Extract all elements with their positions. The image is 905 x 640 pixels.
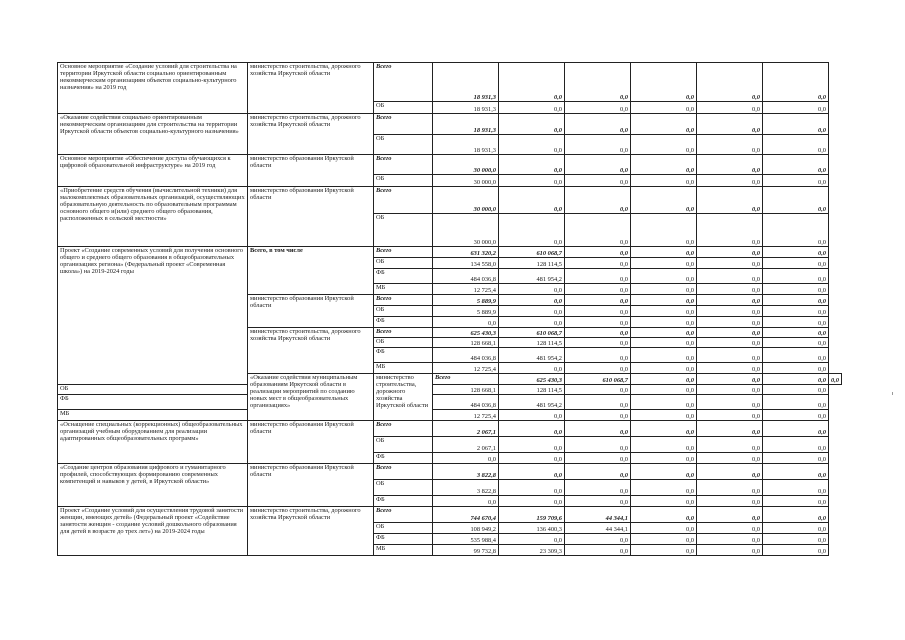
amount-cell: 625 430,3 [433,328,499,338]
funding-source-cell: ФБ [374,453,433,464]
amount-cell: 0,0 [763,464,829,480]
amount-cell: 0,0 [631,306,697,317]
amount-cell: 18 931,3 [433,63,499,102]
amount-cell: 0,0 [763,453,829,464]
amount-cell: 18 931,3 [433,102,499,114]
amount-cell: 0,0 [697,453,763,464]
amount-cell: 2 067,1 [433,437,499,453]
amount-cell: 0,0 [763,496,829,507]
executor-cell: министерство образования Иркутской области [248,421,374,464]
amount-cell: 128 114,5 [499,338,565,348]
amount-cell: 0,0 [697,187,763,214]
amount-cell: 481 954,2 [499,395,565,410]
amount-cell: 0,0 [631,135,697,155]
executor-cell: министерство строительства, дорожного хозяйства Иркутской области [374,374,433,421]
amount-cell: 0,0 [697,507,763,523]
amount-cell: 0,0 [697,385,763,395]
amount-cell: 0,0 [763,102,829,114]
amount-cell: 0,0 [565,187,631,214]
amount-cell: 128 114,5 [499,385,565,395]
amount-cell: 0,0 [565,114,631,135]
amount-cell: 0,0 [433,496,499,507]
amount-cell: 631 320,2 [433,247,499,258]
amount-cell: 0,0 [763,545,829,556]
amount-cell: 0,0 [565,385,631,395]
budget-table-sheet [57,62,842,556]
table-row [58,464,842,480]
amount-cell: 0,0 [763,328,829,338]
funding-source-cell: Всего [374,295,433,306]
amount-cell: 0,0 [499,187,565,214]
amount-cell: 0,0 [697,317,763,328]
amount-cell: 0,0 [499,135,565,155]
amount-cell: 484 036,8 [433,348,499,363]
table-row [58,410,842,421]
amount-cell: 0,0 [763,374,829,385]
funding-source-cell: МБ [374,363,433,374]
amount-cell: 23 309,3 [499,545,565,556]
scan-artifact [892,392,893,395]
amount-cell: 44 344,1 [565,523,631,534]
amount-cell: 610 068,7 [499,247,565,258]
executor-cell: министерство образования Иркутской области [248,187,374,247]
activity-name-cell: «Создание центров образования цифрового и гуманитарного профилей, способствующих формированию современных компетенций и навыков у детей, в Иркутской области» [58,464,248,507]
amount-cell: 0,0 [499,410,565,421]
amount-cell: 0,0 [631,175,697,187]
amount-cell: 0,0 [565,295,631,306]
amount-cell: 0,0 [631,363,697,374]
activity-name-cell: «Оказание содействия муниципальным образованиям Иркутской области в реализации мероприятий по созданию новых мест в общеобразовательных организациях» [248,374,374,421]
amount-cell: 0,0 [697,363,763,374]
funding-source-cell: Всего [374,421,433,437]
amount-cell: 0,0 [565,135,631,155]
amount-cell: 0,0 [499,464,565,480]
amount-cell: 0,0 [697,214,763,247]
amount-cell: 0,0 [763,348,829,363]
amount-cell: 0,0 [565,348,631,363]
amount-cell: 0,0 [631,317,697,328]
amount-cell: 0,0 [763,507,829,523]
executor-cell: министерство образования Иркутской области [248,155,374,187]
amount-cell: 0,0 [631,496,697,507]
funding-source-cell: Всего [433,374,499,385]
amount-cell: 0,0 [565,395,631,410]
amount-cell: 0,0 [631,545,697,556]
amount-cell: 0,0 [631,114,697,135]
activity-name-cell: «Оказание содействия социально ориентированным некоммерческим организациям для строительства на территории Иркутской области объектов социально-культурного назначения» [58,114,248,155]
amount-cell: 0,0 [631,102,697,114]
amount-cell: 0,0 [763,306,829,317]
amount-cell: 0,0 [631,155,697,175]
funding-source-cell: ОБ [374,102,433,114]
amount-cell: 0,0 [763,214,829,247]
funding-source-cell: МБ [58,410,248,421]
amount-cell: 30 000,0 [433,187,499,214]
funding-source-cell: ОБ [374,480,433,496]
amount-cell: 0,0 [565,338,631,348]
amount-cell: 0,0 [565,437,631,453]
amount-cell: 484 036,8 [433,269,499,284]
amount-cell: 0,0 [499,317,565,328]
amount-cell: 0,0 [697,338,763,348]
table-row [58,385,842,395]
amount-cell: 30 000,0 [433,155,499,175]
amount-cell: 12 725,4 [433,284,499,295]
amount-cell: 0,0 [631,453,697,464]
amount-cell: 0,0 [499,175,565,187]
amount-cell: 0,0 [565,317,631,328]
executor-cell: Всего, в том числе [248,247,374,295]
amount-cell: 99 732,8 [433,545,499,556]
amount-cell: 5 889,9 [433,295,499,306]
amount-cell: 128 668,1 [433,338,499,348]
amount-cell: 744 670,4 [433,507,499,523]
amount-cell: 0,0 [499,363,565,374]
amount-cell: 0,0 [631,395,697,410]
executor-cell: министерство строительства, дорожного хозяйства Иркутской области [248,63,374,114]
funding-source-cell: Всего [374,187,433,214]
funding-source-cell: ОБ [374,214,433,247]
executor-cell: министерство образования Иркутской области [248,295,374,328]
amount-cell: 0,0 [763,155,829,175]
amount-cell: 0,0 [631,338,697,348]
funding-source-cell: ОБ [374,523,433,534]
funding-source-cell: ОБ [58,385,248,395]
amount-cell: 0,0 [433,317,499,328]
funding-source-cell: ОБ [374,306,433,317]
table-row [58,187,842,214]
amount-cell: 0,0 [829,374,842,385]
amount-cell: 0,0 [565,269,631,284]
amount-cell: 0,0 [499,534,565,545]
activity-name-cell: Проект «Создание условий для осуществления трудовой занятости женщин, имеющих детей» (Федеральный проект «Содействие занятости женщин - создание условий дошкольного образования для детей в возрасте до трех лет») на 2019-2024 годы [58,507,248,556]
amount-cell: 30 000,0 [433,214,499,247]
funding-source-cell: ФБ [374,496,433,507]
amount-cell: 3 822,8 [433,480,499,496]
amount-cell: 0,0 [697,306,763,317]
amount-cell: 0,0 [631,534,697,545]
funding-source-cell: ОБ [374,135,433,155]
amount-cell: 0,0 [697,284,763,295]
amount-cell: 0,0 [763,410,829,421]
amount-cell: 0,0 [565,306,631,317]
amount-cell: 610 068,7 [565,374,631,385]
amount-cell: 0,0 [433,453,499,464]
amount-cell: 0,0 [763,338,829,348]
amount-cell: 30 000,0 [433,175,499,187]
amount-cell: 0,0 [697,63,763,102]
amount-cell: 0,0 [499,102,565,114]
amount-cell: 0,0 [565,363,631,374]
amount-cell: 0,0 [565,545,631,556]
amount-cell: 0,0 [499,155,565,175]
amount-cell: 0,0 [565,102,631,114]
amount-cell: 2 067,1 [433,421,499,437]
funding-source-cell: ОБ [374,338,433,348]
amount-cell: 0,0 [763,317,829,328]
amount-cell: 0,0 [763,480,829,496]
amount-cell: 535 988,4 [433,534,499,545]
amount-cell: 0,0 [565,247,631,258]
amount-cell: 0,0 [499,421,565,437]
amount-cell: 0,0 [631,464,697,480]
amount-cell: 12 725,4 [433,410,499,421]
amount-cell: 484 036,8 [433,395,499,410]
activity-name-cell: Проект «Создание современных условий для получения основного общего и среднего общего образования в общеобразовательных организациях региона» (Федеральный проект «Современная школа») на 2019-2024 годы [58,247,248,385]
amount-cell: 0,0 [763,284,829,295]
amount-cell: 0,0 [697,545,763,556]
amount-cell: 0,0 [763,63,829,102]
amount-cell: 0,0 [631,385,697,395]
amount-cell: 481 954,2 [499,269,565,284]
table-row [58,395,842,410]
amount-cell: 0,0 [565,534,631,545]
amount-cell: 0,0 [631,187,697,214]
amount-cell: 0,0 [631,269,697,284]
amount-cell: 12 725,4 [433,363,499,374]
amount-cell: 0,0 [763,114,829,135]
amount-cell: 0,0 [763,175,829,187]
amount-cell: 0,0 [631,63,697,102]
amount-cell: 0,0 [697,135,763,155]
activity-name-cell: Основное мероприятие «Создание условий для строительства на территории Иркутской области социально ориентированным некоммерческим организациям объектов социально-культурного назначения» на 2019 год [58,63,248,114]
amount-cell: 0,0 [697,534,763,545]
amount-cell: 3 822,8 [433,464,499,480]
amount-cell: 0,0 [697,496,763,507]
funding-source-cell: МБ [374,284,433,295]
amount-cell: 0,0 [697,480,763,496]
amount-cell: 0,0 [499,295,565,306]
amount-cell: 0,0 [697,258,763,269]
funding-source-cell: Всего [374,464,433,480]
amount-cell: 0,0 [697,437,763,453]
amount-cell: 610 068,7 [499,328,565,338]
amount-cell: 0,0 [565,410,631,421]
amount-cell: 0,0 [565,284,631,295]
amount-cell: 0,0 [631,258,697,269]
amount-cell: 0,0 [631,328,697,338]
amount-cell: 0,0 [697,155,763,175]
amount-cell: 0,0 [763,421,829,437]
amount-cell: 0,0 [631,374,697,385]
executor-cell: министерство строительства, дорожного хозяйства Иркутской области [248,114,374,155]
amount-cell: 0,0 [697,114,763,135]
amount-cell: 0,0 [763,523,829,534]
amount-cell: 44 344,1 [565,507,631,523]
amount-cell: 0,0 [697,421,763,437]
funding-source-cell: ОБ [374,437,433,453]
amount-cell: 0,0 [763,187,829,214]
funding-source-cell: ФБ [374,269,433,284]
amount-cell: 0,0 [631,410,697,421]
amount-cell: 0,0 [565,155,631,175]
amount-cell: 0,0 [499,453,565,464]
amount-cell: 0,0 [697,102,763,114]
amount-cell: 0,0 [631,348,697,363]
activity-name-cell: «Приобретение средств обучения (вычислительной техники) для малокомплектных образовательных организаций, осуществляющих образовательную деятельность по образовательным программам основного общего и(или) среднего общего образования, расположенных в сельской местности» [58,187,248,247]
amount-cell: 0,0 [697,348,763,363]
amount-cell: 0,0 [565,496,631,507]
amount-cell: 0,0 [631,214,697,247]
funding-source-cell: ФБ [374,317,433,328]
amount-cell: 128 114,5 [499,258,565,269]
funding-source-cell: МБ [374,545,433,556]
amount-cell: 159 709,6 [499,507,565,523]
executor-cell: министерство образования Иркутской области [248,464,374,507]
amount-cell: 108 949,2 [433,523,499,534]
amount-cell: 128 668,1 [433,385,499,395]
amount-cell: 481 954,2 [499,348,565,363]
amount-cell: 625 430,3 [499,374,565,385]
amount-cell: 134 558,0 [433,258,499,269]
amount-cell: 0,0 [631,507,697,523]
amount-cell: 0,0 [499,284,565,295]
amount-cell: 18 931,3 [433,114,499,135]
amount-cell: 5 889,9 [433,306,499,317]
amount-cell: 0,0 [697,464,763,480]
amount-cell: 0,0 [565,258,631,269]
amount-cell: 0,0 [697,328,763,338]
amount-cell: 0,0 [763,135,829,155]
amount-cell: 0,0 [763,295,829,306]
funding-source-cell: ФБ [374,348,433,363]
funding-source-cell: ФБ [58,395,248,410]
amount-cell: 18 931,3 [433,135,499,155]
amount-cell: 0,0 [763,437,829,453]
funding-source-cell: Всего [374,507,433,523]
amount-cell: 0,0 [697,175,763,187]
executor-cell: министерство строительства, дорожного хозяйства Иркутской области [248,328,374,374]
activity-name-cell: Основное мероприятие «Обеспечение доступа обучающихся к цифровой образовательной инфраструктуре» на 2019 год [58,155,248,187]
amount-cell: 0,0 [499,214,565,247]
amount-cell: 0,0 [499,496,565,507]
amount-cell: 0,0 [763,363,829,374]
executor-cell: министерство строительства, дорожного хозяйства Иркутской области [248,507,374,556]
amount-cell: 0,0 [631,480,697,496]
table-row [58,507,842,523]
amount-cell: 0,0 [763,385,829,395]
funding-source-cell: ФБ [374,534,433,545]
funding-source-cell: Всего [374,155,433,175]
table-row [58,114,842,135]
table-row [58,155,842,175]
amount-cell: 0,0 [697,295,763,306]
amount-cell: 0,0 [565,480,631,496]
funding-source-cell: ОБ [374,175,433,187]
amount-cell: 0,0 [763,269,829,284]
funding-source-cell: Всего [374,63,433,102]
amount-cell: 0,0 [631,295,697,306]
amount-cell: 0,0 [697,395,763,410]
amount-cell: 0,0 [499,480,565,496]
amount-cell: 0,0 [565,214,631,247]
amount-cell: 0,0 [631,523,697,534]
amount-cell: 0,0 [697,410,763,421]
amount-cell: 0,0 [631,247,697,258]
amount-cell: 0,0 [565,464,631,480]
table-row [58,247,842,258]
amount-cell: 0,0 [499,114,565,135]
amount-cell: 0,0 [631,437,697,453]
amount-cell: 0,0 [763,258,829,269]
funding-source-cell: ОБ [374,258,433,269]
amount-cell: 0,0 [631,284,697,295]
amount-cell: 0,0 [565,453,631,464]
amount-cell: 0,0 [697,269,763,284]
budget-table-body [58,63,842,556]
amount-cell: 0,0 [499,63,565,102]
amount-cell: 0,0 [565,421,631,437]
amount-cell: 0,0 [697,523,763,534]
table-row [58,63,842,102]
amount-cell: 0,0 [565,328,631,338]
table-row [58,421,842,437]
funding-source-cell: Всего [374,114,433,135]
budget-table [57,62,842,556]
funding-source-cell: Всего [374,247,433,258]
amount-cell: 0,0 [763,534,829,545]
amount-cell: 0,0 [763,395,829,410]
amount-cell: 0,0 [763,247,829,258]
activity-name-cell: «Оснащение специальных (коррекционных) общеобразовательных организаций учебным оборудованием для реализации адаптированных общеобразовательных программ» [58,421,248,464]
amount-cell: 0,0 [631,421,697,437]
amount-cell: 0,0 [697,374,763,385]
amount-cell: 0,0 [499,306,565,317]
funding-source-cell: Всего [374,328,433,338]
amount-cell: 0,0 [565,63,631,102]
amount-cell: 0,0 [697,247,763,258]
amount-cell: 0,0 [499,437,565,453]
amount-cell: 0,0 [565,175,631,187]
amount-cell: 136 400,3 [499,523,565,534]
